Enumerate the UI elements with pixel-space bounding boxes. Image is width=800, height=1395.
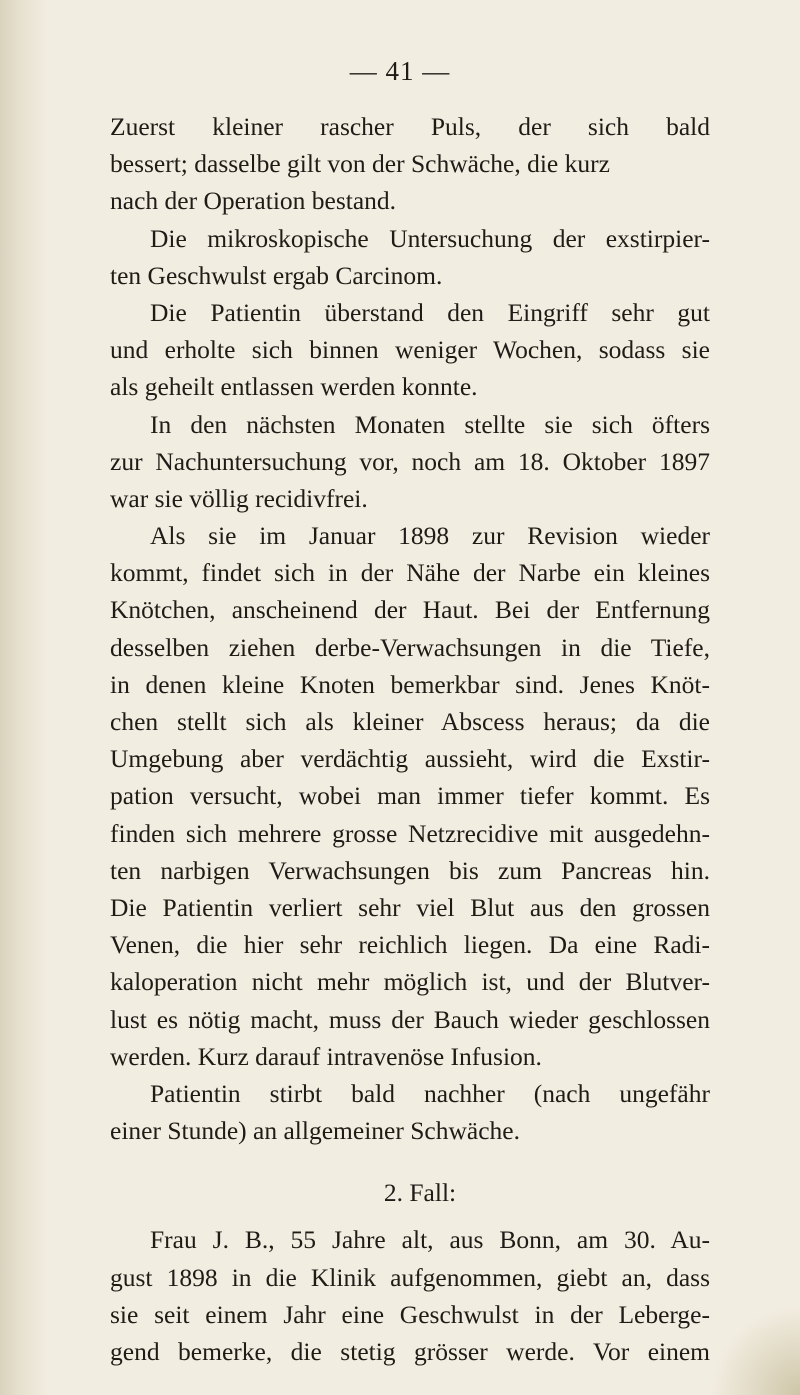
text-line: sie seit einem Jahr eine Geschwulst in der Leberge- [110, 1299, 710, 1329]
text-line: Die Patientin überstand den Eingriff sehr gut [150, 297, 710, 327]
text-line: ten narbigen Verwachsungen bis zum Pancreas hin. [110, 855, 710, 885]
text-line: Die mikroskopische Untersuchung der exstirpier- [150, 223, 710, 253]
text-line: Patientin stirbt bald nachher (nach ungefähr [150, 1078, 710, 1108]
text-line: als geheilt entlassen werden konnte. [110, 372, 478, 402]
text-line: werden. Kurz darauf intravenöse Infusion. [110, 1041, 542, 1071]
text-line: lust es nötig macht, muss der Bauch wieder geschlossen [110, 1004, 710, 1034]
text-line: einer Stunde) an allgemeiner Schwäche. [110, 1116, 520, 1146]
text-line: Die Patientin verliert sehr viel Blut aus den grossen [110, 892, 710, 922]
page-corner-stain [710, 1305, 800, 1395]
text-line: In den nächsten Monaten stellte sie sich öfters [150, 409, 710, 439]
text-line: desselben ziehen derbe-Verwachsungen in die Tiefe, [110, 632, 710, 662]
text-line: gust 1898 in die Klinik aufgenommen, giebt an, dass [110, 1262, 710, 1292]
text-line: chen stellt sich als kleiner Abscess heraus; da die [110, 707, 710, 736]
text-line: pation versucht, wobei man immer tiefer kommt. Es [110, 781, 710, 811]
section-heading: 2. Fall: [383, 1178, 457, 1208]
page-edge-shadow [0, 0, 48, 1395]
page-number-header: — 41 — [349, 56, 451, 86]
text-line: kommt, findet sich in der Nähe der Narbe ein kleines [110, 558, 710, 588]
text-line: und erholte sich binnen weniger Wochen, sodass sie [110, 335, 710, 365]
text-line: ten Geschwulst ergab Carcinom. [110, 260, 443, 290]
text-line: Frau J. B., 55 Jahre alt, aus Bonn, am 30. Au- [150, 1225, 710, 1255]
text-line: in denen kleine Knoten bemerkbar sind. Jenes Knöt- [110, 669, 710, 699]
text-line: nach der Operation bestand. [110, 186, 397, 216]
text-line: Als sie im Januar 1898 zur Revision wieder [150, 521, 710, 551]
text-line: bessert; dasselbe gilt von der Schwäche, die kurz [110, 149, 610, 179]
main-text [110, 108, 710, 1370]
text-line: finden sich mehrere grosse Netzrecidive mit ausgedehn- [110, 818, 710, 848]
text-line: Knötchen, anscheinend der Haut. Bei der Entfernung [110, 595, 710, 625]
text-line: war sie völlig recidivfrei. [110, 483, 368, 513]
text-line: Zuerst kleiner rascher Puls, der sich bald [110, 112, 710, 141]
text-line: Umgebung aber verdächtig aussieht, wird die Exstir- [110, 744, 710, 774]
text-line: Venen, die hier sehr reichlich liegen. Da eine Radi- [110, 930, 710, 960]
text-line: gend bemerke, die stetig grösser werde. Vor einem [110, 1337, 710, 1366]
text-line: zur Nachuntersuchung vor, noch am 18. Oktober 1897 [110, 446, 710, 476]
text-line: kaloperation nicht mehr möglich ist, und der Blutver- [110, 967, 710, 997]
